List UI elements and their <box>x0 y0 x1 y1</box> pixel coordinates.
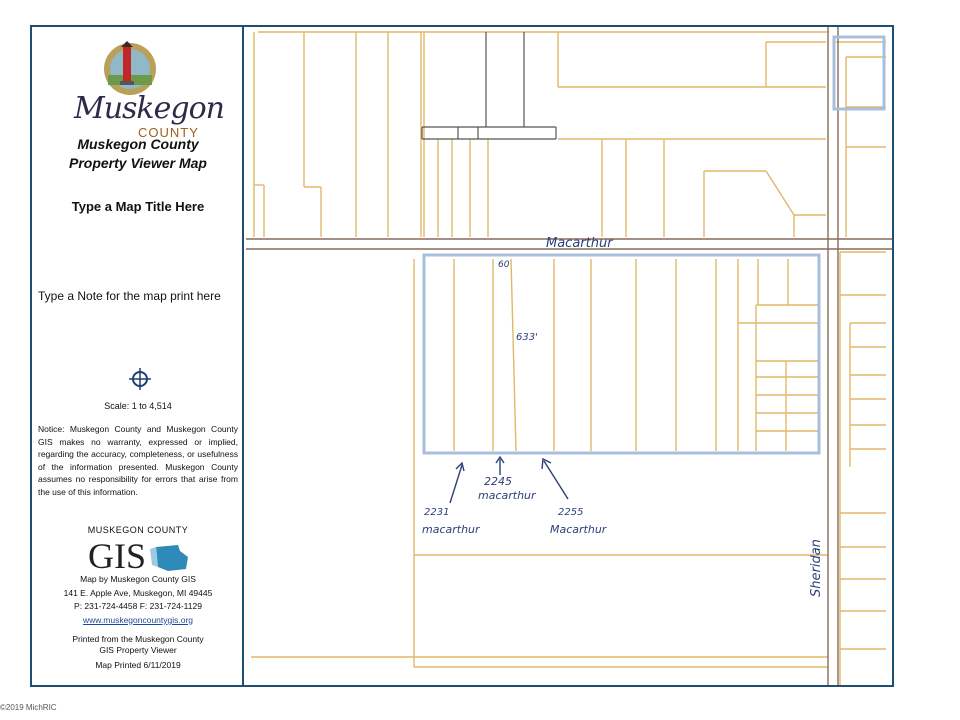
street-label-macarthur: Macarthur <box>546 236 613 251</box>
title-line-2: Property Viewer Map <box>69 155 207 171</box>
page-title <box>32 135 244 173</box>
parcel-2231-number: 2231 <box>424 507 450 518</box>
road-lines <box>246 27 892 685</box>
gis-org-label: MUSKEGON COUNTY <box>87 525 189 535</box>
printed-date: Map Printed 6/11/2019 <box>95 660 181 670</box>
footprint-lines <box>422 32 556 139</box>
parcel-lines <box>251 32 886 685</box>
parcel-map-canvas <box>246 27 892 685</box>
ne-parcel-outline <box>834 37 884 109</box>
street-label-sheridan: Sheridan <box>809 539 824 597</box>
muskegon-county-logo <box>68 37 224 145</box>
contact-phone: P: 231-724-4458 F: 231-724-1129 <box>74 601 202 612</box>
frontage-dimension: 60 <box>498 260 510 270</box>
printed-line-1: Printed from the Muskegon County <box>72 634 204 644</box>
gis-logo <box>88 535 198 575</box>
gis-logo-text: GIS <box>88 536 147 576</box>
contact-line-1: Map by Muskegon County GIS <box>80 574 196 584</box>
selected-parcels-outline[interactable] <box>424 255 819 453</box>
parcel-2245-number: 2245 <box>484 475 512 488</box>
parcel-2231-street: macarthur <box>422 523 480 536</box>
disclaimer-notice: Notice: Muskegon County and Muskegon County GIS makes no warranty, expressed or implied, regarding the accuracy, completeness, or usefulness of the information presented. Muskegon County assumes no responsibility for errors that arise from the use of this information. <box>38 424 238 497</box>
logo-wordmark: Muskegon <box>74 91 224 126</box>
printed-line-2: GIS Property Viewer <box>99 645 177 655</box>
contact-address: 141 E. Apple Ave, Muskegon, MI 49445 <box>63 587 213 598</box>
map-title: Type a Map Title Here <box>71 199 205 214</box>
title-line-1: Muskegon County <box>77 136 199 152</box>
parcel-2245-street: macarthur <box>478 489 536 502</box>
contact-block <box>32 573 244 627</box>
county-shape-icon <box>148 537 198 577</box>
copyright-watermark: ©2019 MichRIC <box>0 703 57 712</box>
parcel-2255-number: 2255 <box>558 507 584 518</box>
depth-dimension: 633' <box>516 332 538 343</box>
parcel-map[interactable] <box>246 27 892 685</box>
logo-subtitle: COUNTY <box>138 125 199 140</box>
north-arrow-icon <box>128 367 152 391</box>
legend-panel <box>32 27 244 685</box>
printed-from <box>32 634 244 656</box>
website-link[interactable]: www.muskegoncountygis.org <box>82 614 194 625</box>
map-note: Type a Note for the map print here <box>38 289 221 303</box>
parcel-2255-street: Macarthur <box>550 523 607 536</box>
scale-text: Scale: 1 to 4,514 <box>104 401 172 411</box>
